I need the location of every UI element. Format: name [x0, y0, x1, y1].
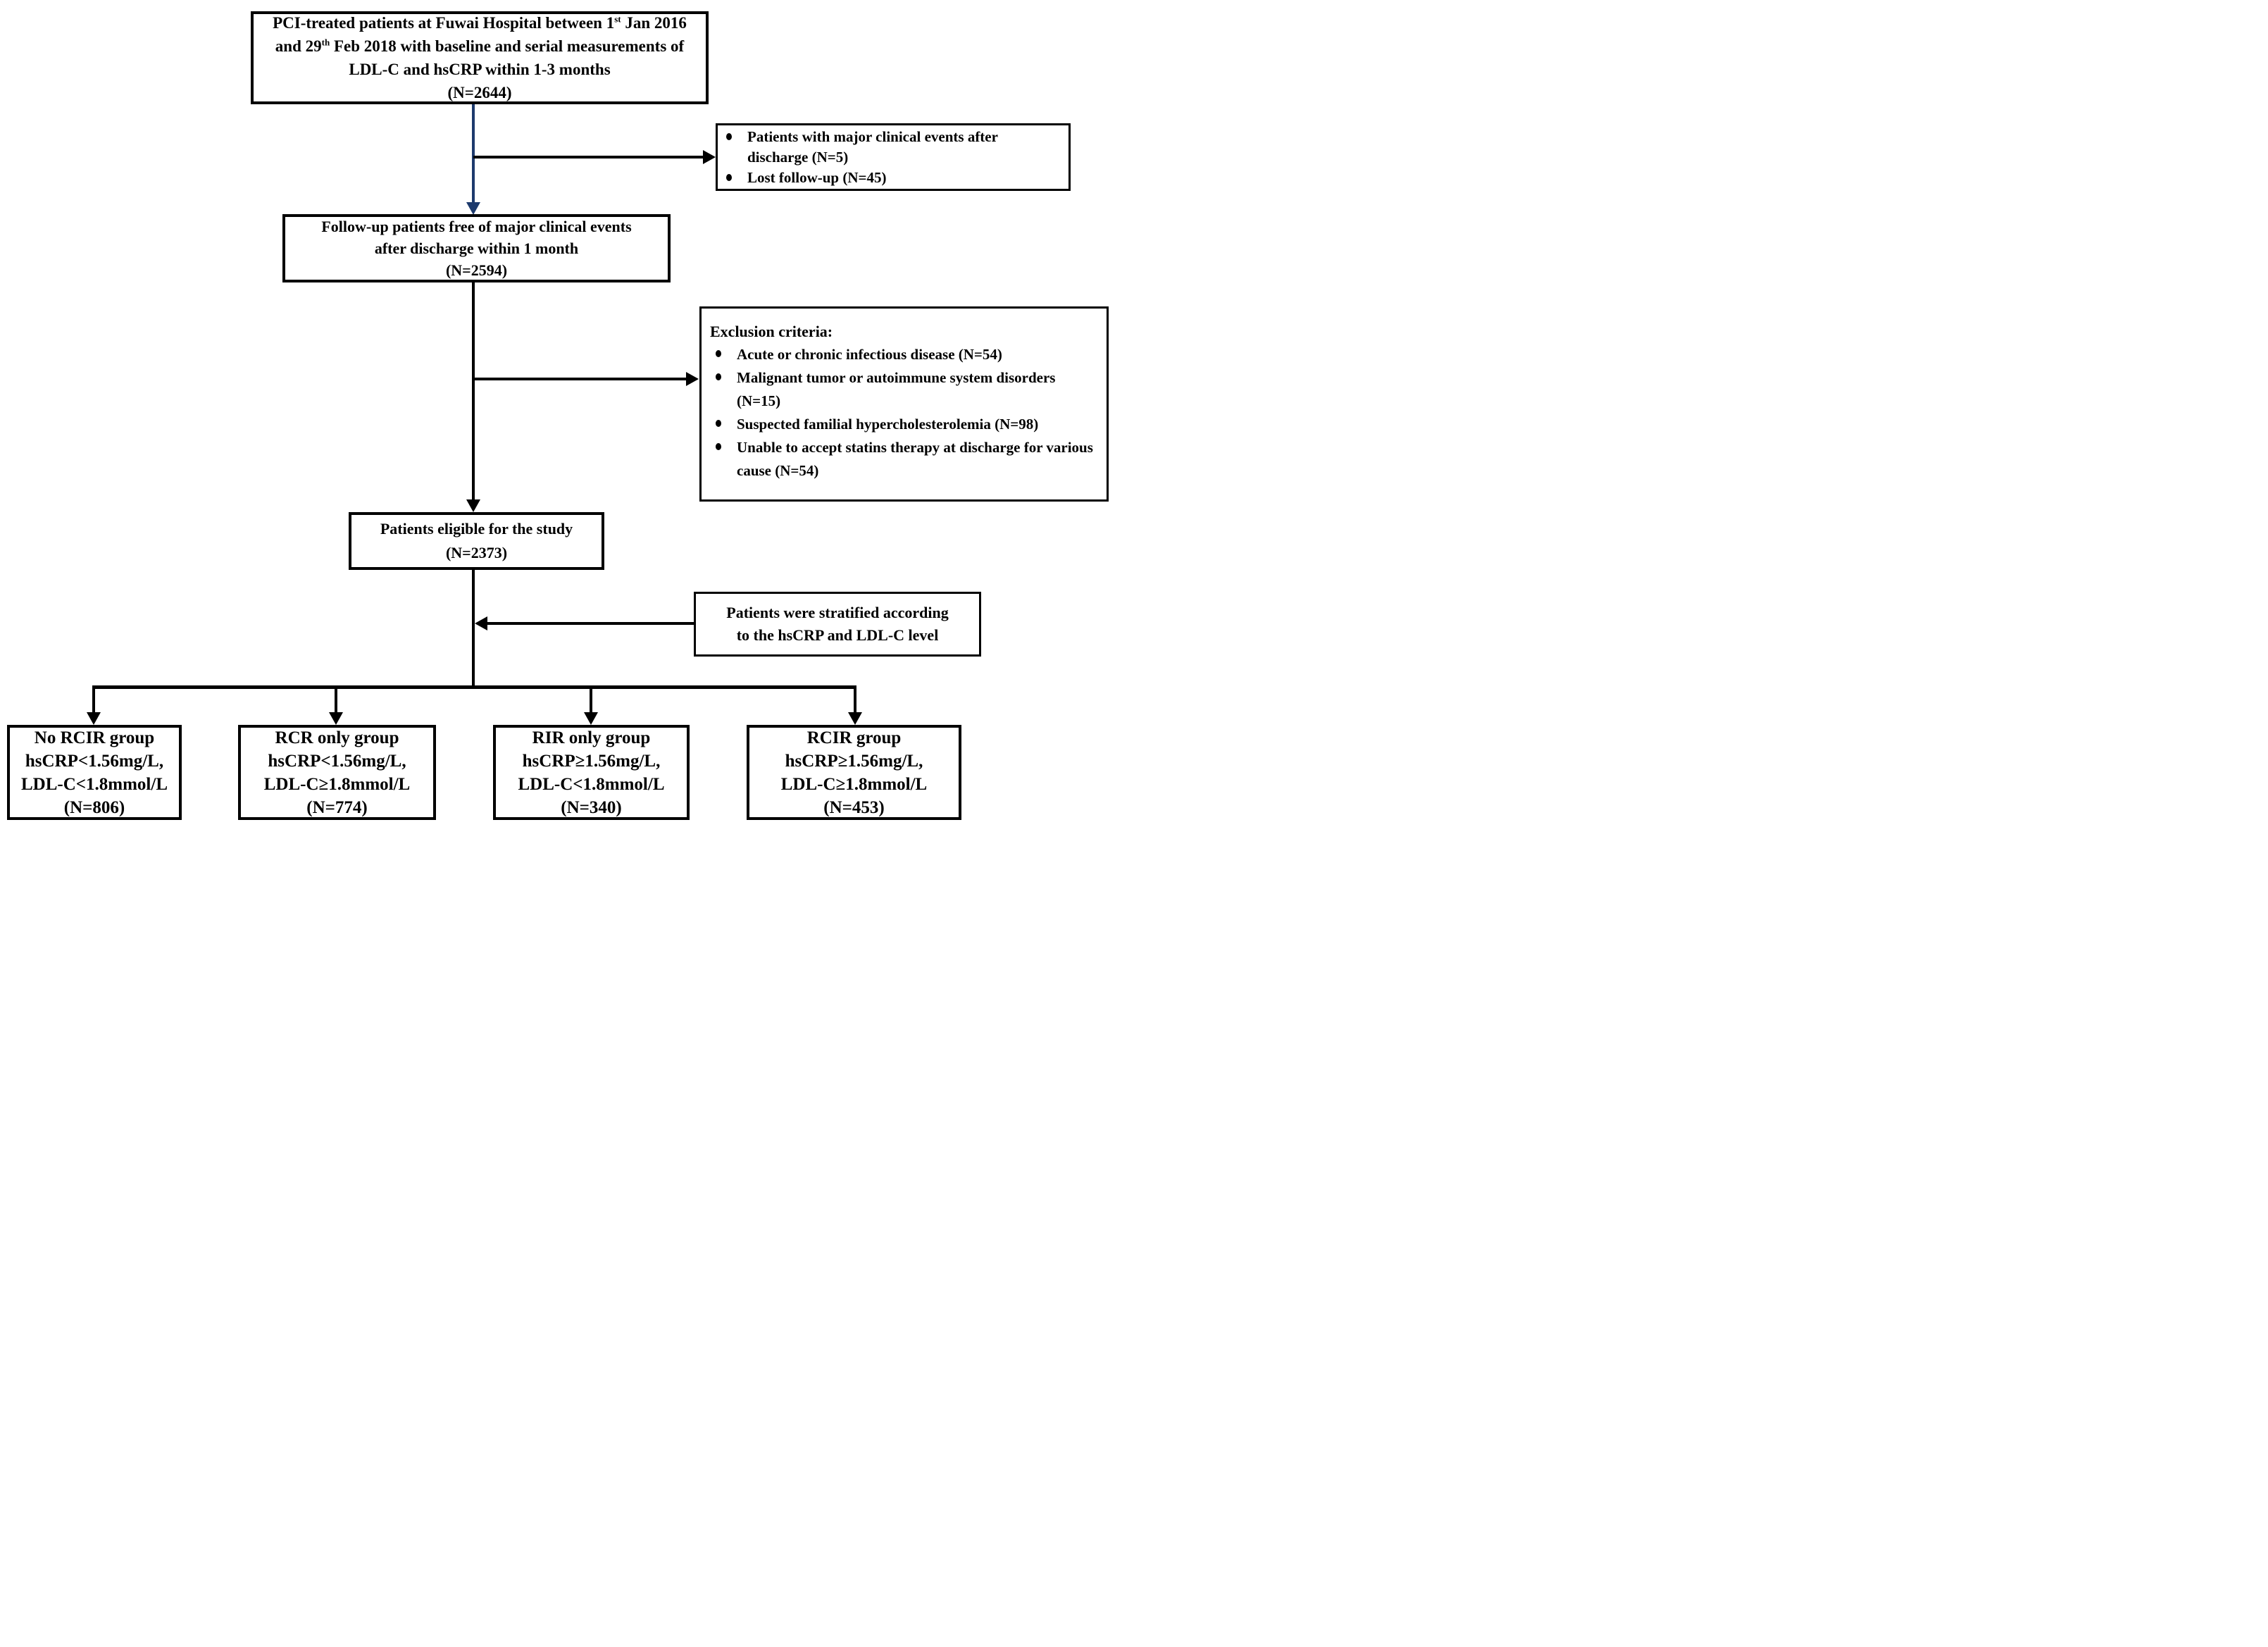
- list-item: [710, 436, 1101, 483]
- exclusion-heading: Exclusion criteria:: [710, 323, 833, 340]
- bullet-icon: [716, 350, 721, 357]
- group-criterion: hsCRP≥1.56mg/L,: [522, 751, 661, 771]
- stratification-box: [694, 592, 981, 657]
- exclusion-item-text: Unable to accept statins therapy at discharge for various cause (N=54): [737, 439, 1093, 479]
- study-flow-diagram: [0, 0, 1134, 824]
- arrowhead-down-icon: [584, 712, 598, 725]
- connector-stratify-to-spine: [487, 622, 694, 625]
- group-criterion: hsCRP<1.56mg/L,: [25, 751, 164, 771]
- connector-followup-to-eligible: [472, 282, 475, 501]
- bullet-icon: [726, 133, 732, 140]
- enrollment-text: [262, 11, 697, 81]
- bullet-icon: [716, 373, 721, 380]
- connector-drop-group-3: [590, 688, 592, 713]
- group-box-rcr-only: [238, 725, 436, 820]
- group-count: (N=806): [63, 797, 125, 817]
- group-criterion: hsCRP<1.56mg/L,: [268, 751, 406, 771]
- list-item: [710, 343, 1101, 366]
- arrowhead-down-icon: [848, 712, 862, 725]
- list-item: [710, 413, 1101, 436]
- group-count: (N=340): [561, 797, 622, 817]
- group-criterion: LDL-C≥1.8mmol/L: [263, 774, 411, 794]
- connector-drop-group-4: [854, 688, 856, 713]
- group-count: (N=453): [823, 797, 885, 817]
- ordinal-superscript: st: [614, 13, 621, 25]
- group-box-rir-only: [493, 725, 690, 820]
- exclusion-item-text: Acute or chronic infectious disease (N=54): [737, 346, 1002, 363]
- list-item: [721, 127, 1061, 168]
- events-excluded-box: [716, 123, 1071, 191]
- group-box-no-rcir: [7, 725, 182, 820]
- text-line: to the hsCRP and LDL-C level: [736, 626, 939, 644]
- bullet-icon: [716, 420, 721, 427]
- group-title: RCIR group: [806, 728, 902, 747]
- followup-count: (N=2594): [445, 261, 508, 279]
- group-title: No RCIR group: [34, 728, 155, 747]
- bullet-icon: [716, 443, 721, 450]
- group-title: RIR only group: [532, 728, 651, 747]
- group-criterion: hsCRP≥1.56mg/L,: [785, 751, 923, 771]
- arrowhead-right-icon: [686, 372, 699, 386]
- exclusion-criteria-box: [699, 306, 1109, 502]
- excluded-item-text: Lost follow-up (N=45): [747, 168, 887, 186]
- group-count: (N=774): [306, 797, 368, 817]
- group-criterion: LDL-C≥1.8mmol/L: [780, 774, 928, 794]
- list-item: [721, 168, 1061, 188]
- text-line: Patients were stratified according: [726, 604, 949, 621]
- followup-box: [282, 214, 671, 282]
- group-criterion: LDL-C<1.8mmol/L: [518, 774, 665, 794]
- eligible-count: (N=2373): [445, 544, 508, 561]
- enrollment-text-part: PCI-treated patients at Fuwai Hospital between 1: [273, 14, 615, 32]
- arrowhead-down-icon: [87, 712, 101, 725]
- enrollment-text-part: Feb 2018 with baseline and serial measurements of LDL-C and hsCRP within 1-3 months: [330, 37, 685, 78]
- arrowhead-down-icon: [466, 202, 480, 215]
- enrollment-box: [251, 11, 709, 104]
- eligible-box: [349, 512, 604, 570]
- group-title: RCR only group: [275, 728, 399, 747]
- excluded-item-text: Patients with major clinical events after discharge (N=5): [747, 128, 998, 166]
- connector-split-bar: [92, 685, 856, 689]
- enrollment-count: (N=2644): [447, 84, 512, 101]
- group-box-rcir: [747, 725, 961, 820]
- enrollment-text-part: Jan 2016 and 29: [275, 14, 687, 55]
- bullet-icon: [726, 174, 732, 181]
- connector-branch-to-exclusion-box: [473, 378, 687, 380]
- arrowhead-left-icon: [475, 616, 487, 630]
- exclusion-item-text: Malignant tumor or autoimmune system disorders (N=15): [737, 369, 1056, 409]
- exclusion-item-text: Suspected familial hypercholesterolemia (N=98): [737, 416, 1039, 433]
- connector-drop-group-1: [92, 688, 95, 713]
- arrowhead-down-icon: [466, 499, 480, 512]
- connector-drop-group-2: [335, 688, 337, 713]
- connector-enrollment-to-followup: [472, 104, 475, 204]
- arrowhead-right-icon: [703, 150, 716, 164]
- list-item: [710, 366, 1101, 413]
- text-line: Follow-up patients free of major clinical events: [321, 218, 632, 235]
- text-line: after discharge within 1 month: [374, 240, 579, 257]
- group-criterion: LDL-C<1.8mmol/L: [21, 774, 168, 794]
- text-line: Patients eligible for the study: [380, 520, 573, 537]
- ordinal-superscript: th: [321, 37, 330, 48]
- connector-branch-to-events-box: [473, 156, 704, 159]
- arrowhead-down-icon: [329, 712, 343, 725]
